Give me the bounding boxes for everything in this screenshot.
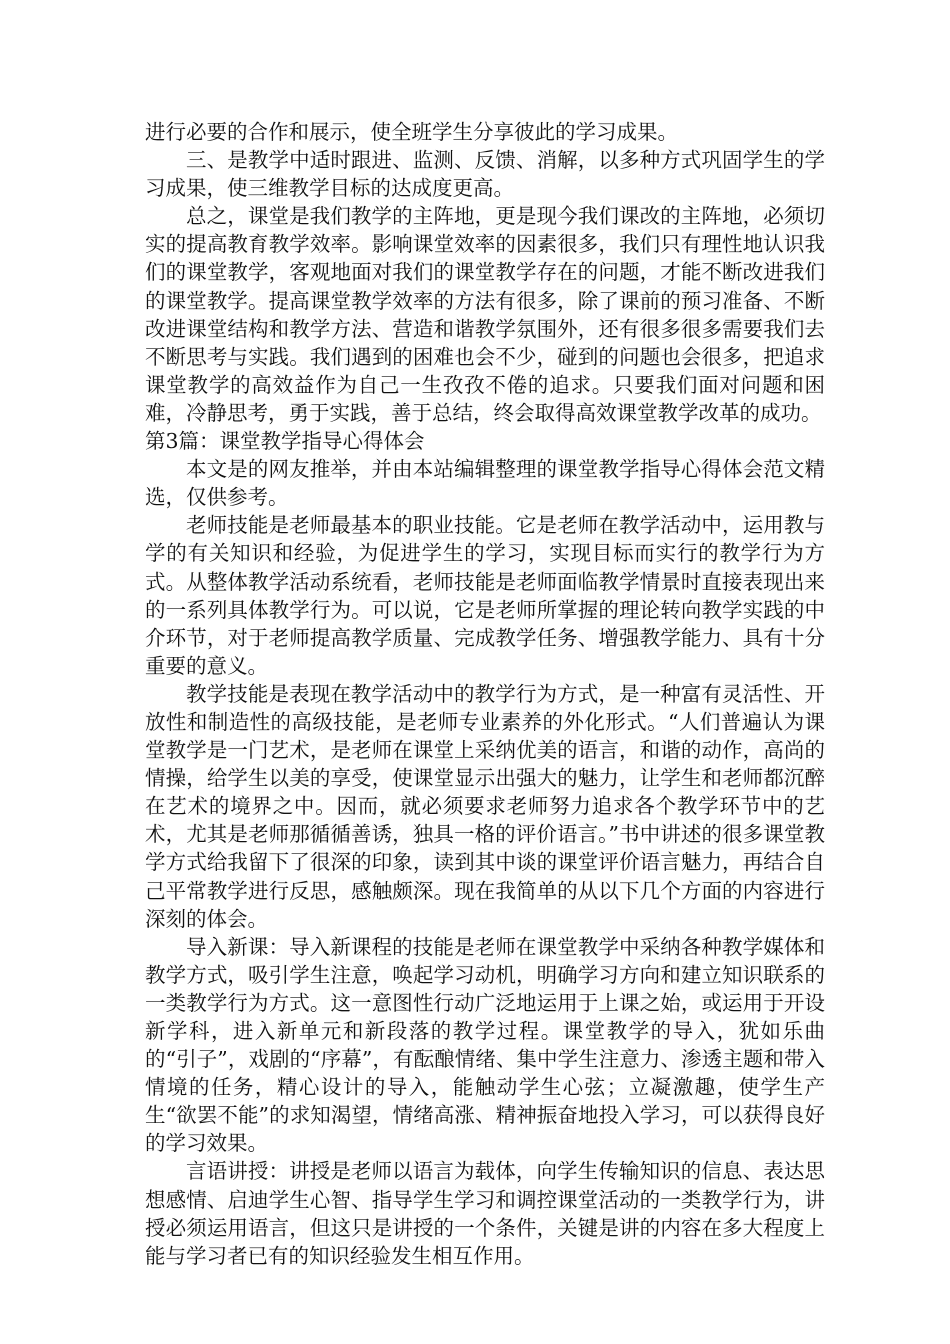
section-heading: 第3篇：课堂教学指导心得体会 — [145, 429, 425, 454]
paragraph-conclusion: 总之，课堂是我们教学的主阵地，更是现今我们课改的主阵地，必须切实的提高教育教学效率。影响课堂效率的因素很多，我们只有理性地认识我们的课堂教学，客观地面对我们的课堂教学存在的问题，才能不断改进我们的课堂教学。提高课堂教学效率的方法有很多，除了课前的预习准备、不断改进课堂结构和教学方法、营造和谐教学氛围外，还有很多很多需要我们去不断思考与实践。我们遇到的困难也会不少，碰到的问题也会很多，把追求课堂教学的高效益作为自己一生孜孜不倦的追求。只要我们面对问题和困难，冷静思考，勇于实践，善于总结，终会取得高效课堂教学改革的成功。 — [145, 204, 825, 425]
paragraph-continuation: 进行必要的合作和展示，使全班学生分享彼此的学习成果。 — [145, 120, 678, 144]
paragraph-point-three: 三、是教学中适时跟进、监测、反馈、消解，以多种方式巩固学生的学习成果，使三维教学目标的达成度更高。 — [145, 148, 825, 201]
paragraph-teacher-skills: 老师技能是老师最基本的职业技能。它是老师在教学活动中，运用教与学的有关知识和经验，为促进学生的学习，实现目标而实行的教学行为方式。从整体教学活动系统看，老师技能是老师面临教学情景时直接表现出来的一系列具体教学行为。可以说，它是老师所掌握的理论转向教学实践的中介环节，对于老师提高教学质量、完成教学任务、增强教学能力、具有十分重要的意义。 — [145, 513, 825, 678]
paragraph-verbal-instruction: 言语讲授：讲授是老师以语言为载体，向学生传输知识的信息、表达思想感情、启迪学生心智、指导学生学习和调控课堂活动的一类教学行为，讲授必须运用语言，但这只是讲授的一个条件，关键是讲的内容在多大程度上能与学习者已有的知识经验发生相互作用。 — [145, 1159, 825, 1268]
paragraph-intro: 本文是的网友推举，并由本站编辑整理的课堂教学指导心得体会范文精选，仅供参考。 — [145, 457, 825, 510]
paragraph-lesson-introduction: 导入新课：导入新课程的技能是老师在课堂教学中采纳各种教学媒体和教学方式，吸引学生注意，唤起学习动机，明确学习方向和建立知识联系的一类教学行为方式。这一意图性行动广泛地运用于上课之始，或运用于开设新学科，进入新单元和新段落的教学过程。课堂教学的导入，犹如乐曲的“引子”，戏剧的“序幕”，有酝酿情绪、集中学生注意力、渗透主题和带入情境的任务，精心设计的导入，能触动学生心弦；立凝激趣，使学生产生“欲罢不能”的求知渴望，情绪高涨、精神振奋地投入学习，可以获得良好的学习效果。 — [145, 934, 825, 1156]
paragraph-teaching-skills: 教学技能是表现在教学活动中的教学行为方式，是一种富有灵活性、开放性和制造性的高级技能，是老师专业素养的外化形式。“人们普遍认为课堂教学是一门艺术，是老师在课堂上采纳优美的语言，和谐的动作，高尚的情操，给学生以美的享受，使课堂显示出强大的魅力，让学生和老师都沉醉在艺术的境界之中。因而，就必须要求老师努力追求各个教学环节中的艺术，尤其是老师那循循善诱，独具一格的评价语言。”书中讲述的很多课堂教学方式给我留下了很深的印象，读到其中谈的课堂评价语言魅力，再结合自己平常教学进行反思，感触颇深。现在我简单的从以下几个方面的内容进行深刻的体会。 — [145, 681, 825, 931]
document-body — [145, 118, 825, 1270]
